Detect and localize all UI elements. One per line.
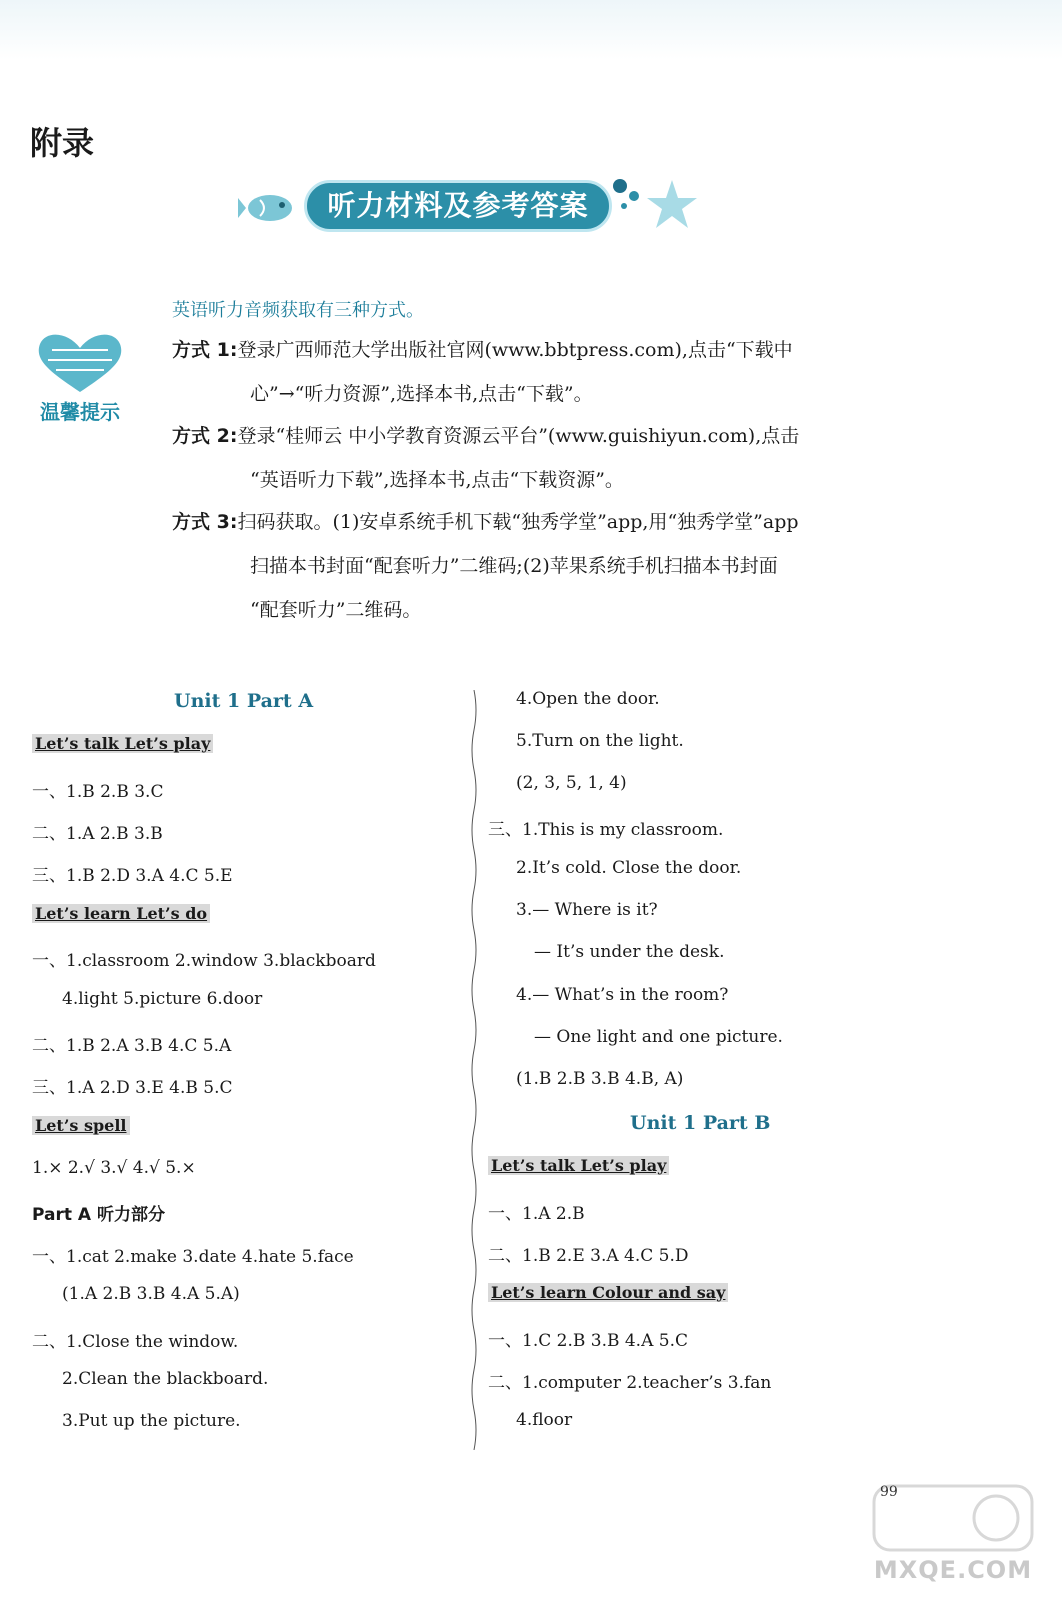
- answer-line: 三、1.B 2.D 3.A 4.C 5.E: [32, 866, 233, 886]
- starfish-icon: [644, 178, 700, 234]
- unit-heading-part-a: Unit 1 Part A: [174, 690, 314, 712]
- answer-line: (1.A 2.B 3.B 4.A 5.A): [62, 1284, 240, 1304]
- tip-badge-label: 温馨提示: [40, 400, 120, 424]
- answer-line: 3.— Where is it?: [516, 900, 658, 920]
- answer-line: 一、1.B 2.B 3.C: [32, 782, 164, 802]
- answer-line: 二、1.B 2.A 3.B 4.C 5.A: [32, 1036, 232, 1056]
- answer-line: 一、1.C 2.B 3.B 4.A 5.C: [488, 1331, 688, 1351]
- answer-line: 5.Turn on the light.: [516, 731, 684, 751]
- method-text: 扫码获取。(1)安卓系统手机下载“独秀学堂”app,用“独秀学堂”app: [237, 511, 799, 533]
- tip-heading: 英语听力音频获取有三种方式。: [172, 300, 424, 321]
- section-heading: Let’s talk Let’s play: [32, 734, 213, 753]
- answer-line: 二、1.computer 2.teacher’s 3.fan: [488, 1373, 772, 1393]
- page-title: 附录: [30, 124, 95, 162]
- method-text: 心”→“听力资源”,选择本书,点击“下载”。: [250, 383, 593, 405]
- answer-line: 三、1.This is my classroom.: [488, 820, 724, 840]
- method-text: “英语听力下载”,选择本书,点击“下载资源”。: [250, 469, 624, 491]
- answer-line: 2.Clean the blackboard.: [62, 1369, 269, 1389]
- page-number: 99: [880, 1484, 898, 1500]
- answer-line: 3.Put up the picture.: [62, 1411, 241, 1431]
- answer-line: 二、1.B 2.E 3.A 4.C 5.D: [488, 1246, 689, 1266]
- method-text: 登录“桂师云 中小学教育资源云平台”(www.guishiyun.com),点击: [237, 425, 800, 447]
- section-heading: Let’s talk Let’s play: [488, 1156, 669, 1175]
- answer-line: 1.× 2.√ 3.√ 4.√ 5.×: [32, 1158, 196, 1178]
- column-divider: [468, 690, 480, 1450]
- top-decoration-strip: [0, 0, 1062, 60]
- fish-icon: [238, 186, 300, 230]
- answer-line: 4.— What’s in the room?: [516, 985, 729, 1005]
- answer-line: 4.light 5.picture 6.door: [62, 989, 263, 1009]
- answer-line: 二、1.Close the window.: [32, 1332, 239, 1352]
- answer-line: 一、1.A 2.B: [488, 1204, 585, 1224]
- section-heading: Let’s learn Colour and say: [488, 1283, 728, 1302]
- method-2: [172, 414, 922, 502]
- section-heading: Let’s spell: [32, 1116, 130, 1135]
- tip-badge: [30, 330, 130, 430]
- heart-icon: [30, 330, 130, 396]
- method-label: 方式 2:: [172, 425, 238, 447]
- answer-line: — One light and one picture.: [534, 1027, 783, 1047]
- answer-line: 三、1.A 2.D 3.E 4.B 5.C: [32, 1078, 233, 1098]
- method-text: “配套听力”二维码。: [250, 599, 422, 621]
- unit-heading-part-b: Unit 1 Part B: [630, 1112, 771, 1134]
- section-heading: Let’s learn Let’s do: [32, 904, 210, 923]
- method-3: [172, 500, 922, 632]
- method-label: 方式 3:: [172, 511, 238, 533]
- method-label: 方式 1:: [172, 339, 238, 361]
- answer-line: (1.B 2.B 3.B 4.B, A): [516, 1069, 684, 1089]
- method-text: 登录广西师范大学出版社官网(www.bbtpress.com),点击“下载中: [237, 339, 793, 361]
- answer-line: (2, 3, 5, 1, 4): [516, 773, 627, 793]
- method-1: [172, 328, 922, 416]
- answer-line: 一、1.cat 2.make 3.date 4.hate 5.face: [32, 1247, 354, 1267]
- listening-heading: Part A 听力部分: [32, 1205, 165, 1225]
- answer-line: 一、1.classroom 2.window 3.blackboard: [32, 951, 376, 971]
- answer-line: 4.floor: [516, 1410, 573, 1430]
- watermark-text: MXQE.COM: [873, 1556, 1033, 1584]
- section-banner: [238, 174, 708, 244]
- answer-line: 2.It’s cold. Close the door.: [516, 858, 742, 878]
- answer-line: 二、1.A 2.B 3.B: [32, 824, 163, 844]
- answer-line: 4.Open the door.: [516, 689, 660, 709]
- answer-line: — It’s under the desk.: [534, 942, 725, 962]
- banner-title: 听力材料及参考答案: [304, 180, 612, 232]
- method-text: 扫描本书封面“配套听力”二维码;(2)苹果系统手机扫描本书封面: [250, 555, 778, 577]
